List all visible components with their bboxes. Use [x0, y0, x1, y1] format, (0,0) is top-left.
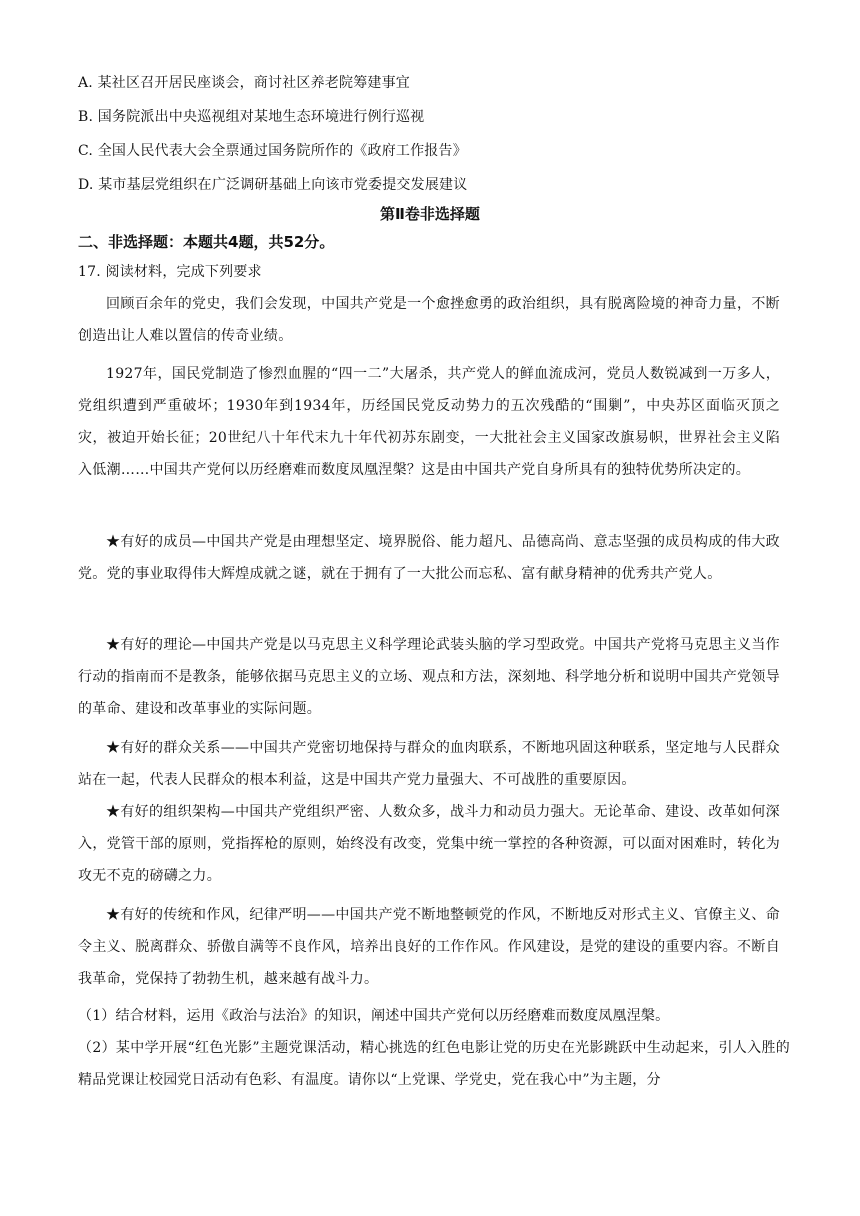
material-paragraph-organization: ★有好的组织架构—中国共产党组织严密、人数众多，战斗力和动员力强大。无论革命、建设、改革如何深入，党管干部的原则，党指挥枪的原则，始终没有改变，党集中统一掌控的各种资源，可以面对困难时，转化为攻无不克的磅礴之力。 — [78, 804, 780, 884]
sub-question-1: （1）结合材料，运用《政治与法治》的知识，阐述中国共产党何以历经磨难而数度凤凰涅槃。 — [78, 1008, 670, 1024]
material-paragraph-members: ★有好的成员—中国共产党是由理想坚定、境界脱俗、能力超凡、品德高尚、意志坚强的成员构成的伟大政党。党的事业取得伟大辉煌成就之谜，就在于拥有了一大批公而忘私、富有献身精神的优秀共产党人。 — [78, 534, 780, 582]
part-title: 第Ⅱ卷非选择题 — [380, 205, 480, 223]
material-paragraph-masses: ★有好的群众关系——中国共产党密切地保持与群众的血肉联系，不断地巩固这种联系，坚定地与人民群众站在一起，代表人民群众的根本利益，这是中国共产党力量强大、不可战胜的重要原因。 — [78, 740, 780, 788]
material-paragraph-intro: 回顾百余年的党史，我们会发现，中国共产党是一个愈挫愈勇的政治组织，具有脱离险境的神奇力量，不断创造出让人难以置信的传奇业绩。 — [78, 296, 780, 344]
material-paragraph-theory: ★有好的理论—中国共产党是以马克思主义科学理论武装头脑的学习型政党。中国共产党将马克思主义当作行动的指南而不是教条，能够依据马克思主义的立场、观点和方法，深刻地、科学地分析和说明中国共产党领导的革命、建设和改革事业的实际问题。 — [78, 637, 780, 717]
option-c: C. 全国人民代表大会全票通过国务院所作的《政府工作报告》 — [78, 143, 467, 159]
option-b: B. 国务院派出中央巡视组对某地生态环境进行例行巡视 — [78, 109, 425, 125]
question-number-line: 17. 阅读材料，完成下列要求 — [78, 264, 262, 280]
option-a: A. 某社区召开居民座谈会，商讨社区养老院筹建事宜 — [78, 75, 411, 91]
sub-question-2: （2）某中学开展“红色光影”主题党课活动，精心挑选的红色电影让党的历史在光影跳跃中生动起来，引人入胜的精品党课让校园党日活动有色彩、有温度。请你以“上党课、学党史，党在我心中”为主题，分 — [78, 1040, 790, 1088]
section-title: 二、非选择题：本题共4题，共52分。 — [78, 233, 335, 251]
material-paragraph-style: ★有好的传统和作风，纪律严明——中国共产党不断地整顿党的作风，不断地反对形式主义、官僚主义、命令主义、脱离群众、骄傲自满等不良作风，培养出良好的工作作风。作风建设，是党的建设的重要内容。不断自我革命，党保持了勃勃生机，越来越有战斗力。 — [78, 907, 780, 987]
option-d: D. 某市基层党组织在广泛调研基础上向该市党委提交发展建议 — [78, 177, 468, 193]
material-paragraph-history: 1927年，国民党制造了惨烈血腥的“四一二”大屠杀，共产党人的鲜血流成河，党员人数锐减到一万多人，党组织遭到严重破坏；1930年到1934年，历经国民党反动势力的五次残酷的“围剿”，中央苏区面临灭顶之灾，被迫开始长征；20世纪八十年代末九十年代初苏东剧变，一大批社会主义国家改旗易帜，世界社会主义陷入低潮……中国共产党何以历经磨难而数度凤凰涅槃？这是由中国共产党自身所具有的独特优势所决定的。 — [78, 366, 780, 478]
